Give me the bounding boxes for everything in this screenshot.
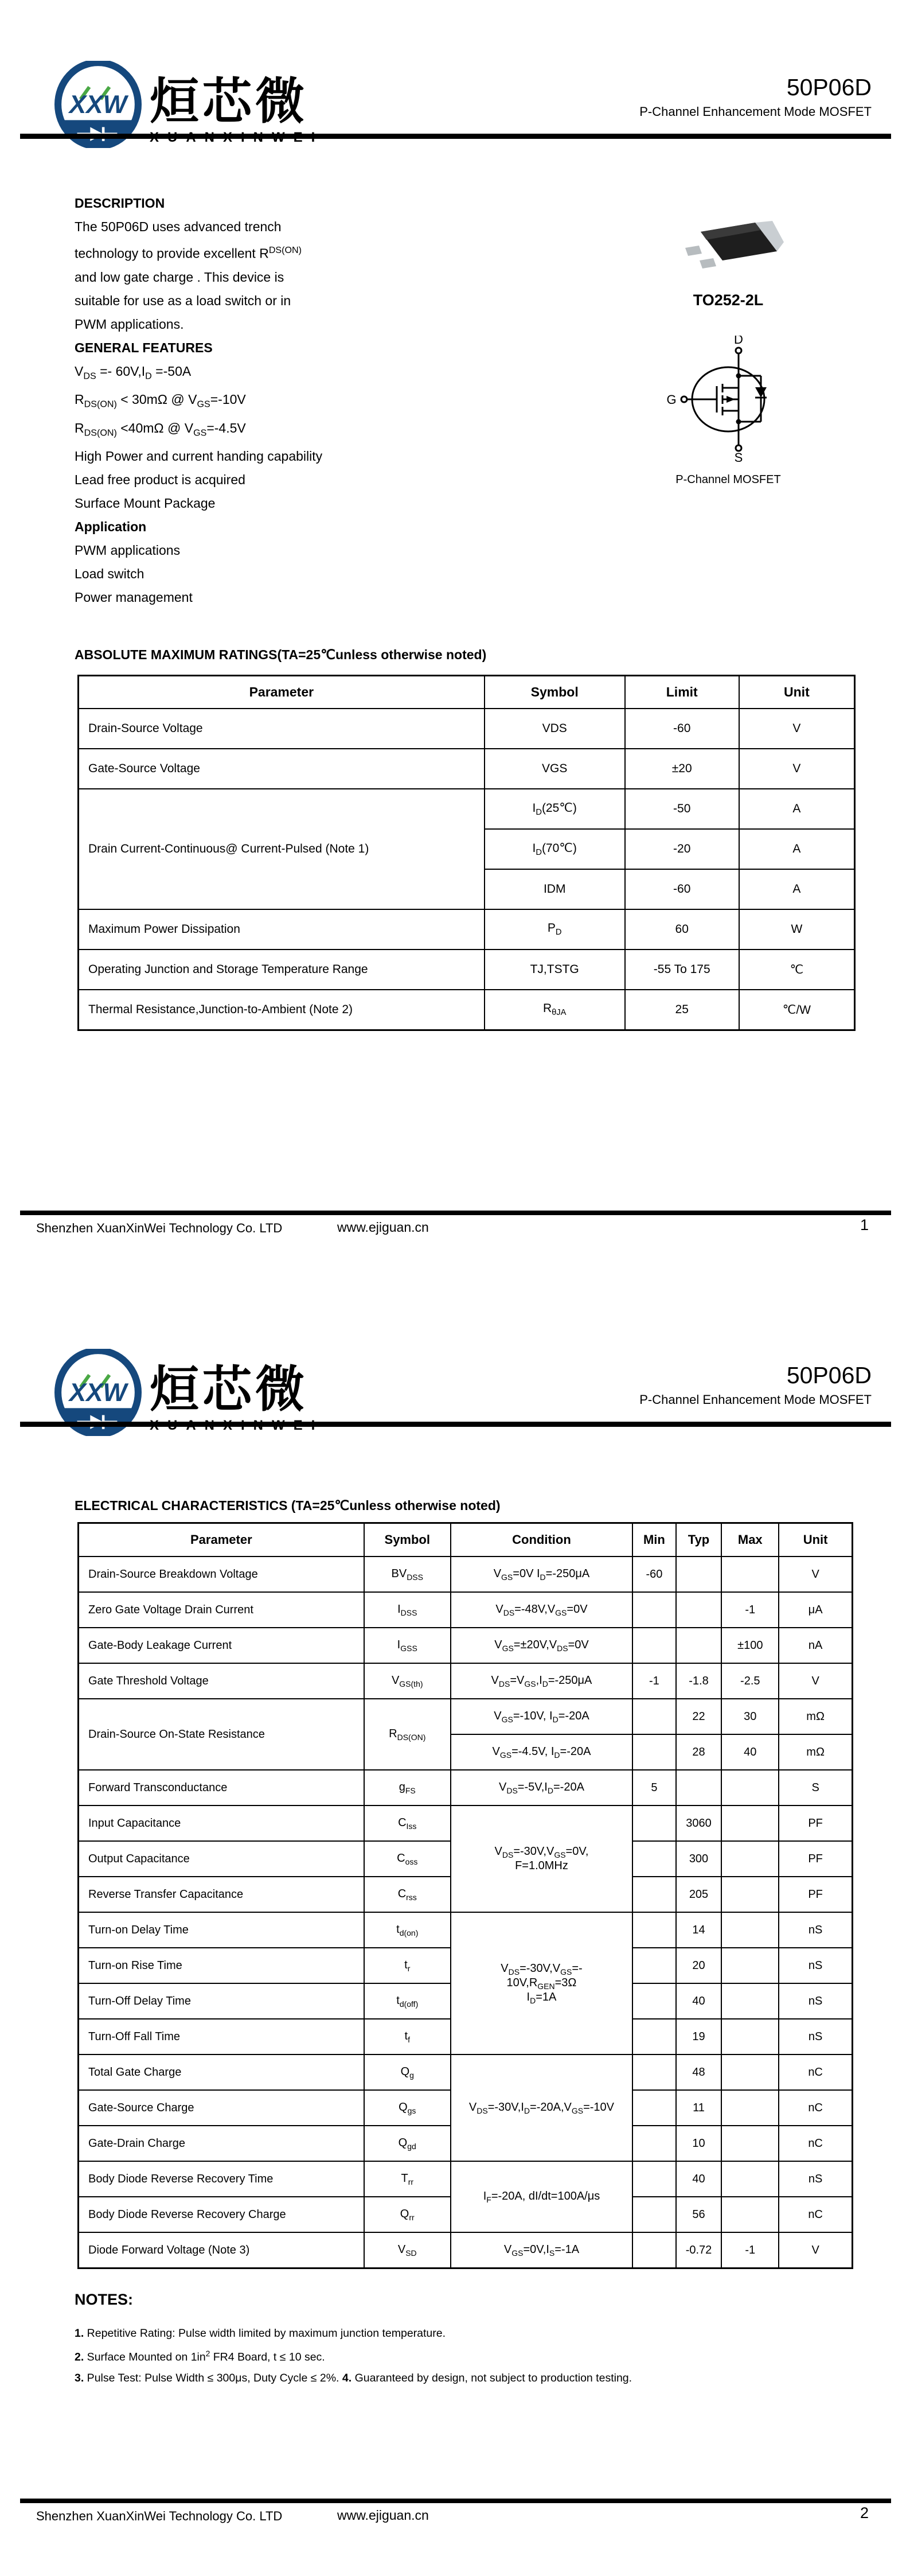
table-cell: [721, 2054, 779, 2090]
table-cell: [721, 1877, 779, 1912]
table-row: [79, 990, 855, 1030]
table-cell: $T_{rr}$: [364, 2161, 451, 2197]
table-cell: [721, 1948, 779, 1983]
table-cell: Body Diode Reverse Recovery Charge: [79, 2197, 364, 2232]
feature-line: $R_{DS(ON)} < 30m\Omega$ @ $V_{GS}=-10V$: [75, 392, 246, 410]
table-cell: [632, 1805, 676, 1841]
description-column: [75, 192, 430, 609]
table-cell: [721, 2019, 779, 2054]
table-cell: $V_{DS}=-30V,V_{GS}=0V$, F=1.0MHz: [451, 1805, 632, 1912]
table-cell: Thermal Resistance,Junction-to-Ambient (Note 2): [79, 990, 485, 1030]
table-cell: Drain-Source Voltage: [79, 709, 485, 749]
table-cell: [721, 1912, 779, 1948]
page-number: 1: [860, 1216, 869, 1233]
electrical-characteristics-table: [77, 1522, 853, 2269]
table-cell: VGS: [485, 749, 625, 789]
description-line: and low gate charge . This device is: [75, 269, 284, 285]
table-cell: Maximum Power Dissipation: [79, 909, 485, 950]
table-cell: Drain Current-Continuous@ Current-Pulsed (Note 1): [79, 789, 485, 909]
part-subtitle: P-Channel Enhancement Mode MOSFET: [639, 1392, 872, 1407]
table-cell: $I_D(70℃)$: [485, 829, 625, 869]
table-cell: $R_{DS(ON)}$: [364, 1699, 451, 1770]
table-cell: [632, 2054, 676, 2090]
feature-line: High Power and current handing capability: [75, 449, 323, 464]
column-header: Unit: [779, 1523, 852, 1557]
table-cell: -1: [721, 1592, 779, 1628]
part-number: 50P06D: [786, 1362, 872, 1388]
table-cell: [632, 2161, 676, 2197]
table-cell: [632, 1734, 676, 1770]
table-cell: $Q_{gs}$: [364, 2090, 451, 2126]
part-number: 50P06D: [786, 74, 872, 100]
table-cell: 40: [676, 2161, 722, 2197]
product-title-block: [639, 75, 872, 120]
table-cell: [632, 2019, 676, 2054]
column-header: Parameter: [79, 676, 485, 709]
table-row: [79, 2232, 853, 2268]
table-row: [79, 1628, 853, 1663]
table-cell: Gate-Source Voltage: [79, 749, 485, 789]
features-heading: GENERAL FEATURES: [75, 340, 213, 355]
table-cell: Zero Gate Voltage Drain Current: [79, 1592, 364, 1628]
table-cell: V: [739, 749, 855, 789]
package-lead: [685, 246, 702, 256]
note-line: 2. Surface Mounted on $1in^2$ FR4 Board, t ≤ 10 sec.: [75, 2349, 325, 2364]
table-cell: nS: [779, 2161, 852, 2197]
table-cell: nC: [779, 2090, 852, 2126]
footer-website: www.ejiguan.cn: [337, 1220, 429, 1235]
feature-line: $V_{DS} =- 60V,I_D =-50A$: [75, 363, 192, 382]
table-cell: Gate Threshold Voltage: [79, 1663, 364, 1699]
table-cell: Gate-Source Charge: [79, 2090, 364, 2126]
table-cell: [676, 1770, 722, 1805]
table-cell: nS: [779, 1912, 852, 1948]
table-cell: 28: [676, 1734, 722, 1770]
table-cell: Gate-Body Leakage Current: [79, 1628, 364, 1663]
table-cell: 40: [676, 1983, 722, 2019]
table-cell: nA: [779, 1628, 852, 1663]
table-cell: $P_D$: [485, 909, 625, 950]
mosfet-symbol: [662, 336, 794, 463]
table-cell: [721, 1805, 779, 1841]
table-cell: $R_{\theta JA}$: [485, 990, 625, 1030]
table-cell: $V_{DS}=-30V,I_D=-20A,V_{GS}=-10V$: [451, 2054, 632, 2161]
table-cell: $V_{GS}=0V$ $I_D=-250\mu A$: [451, 1557, 632, 1592]
footer-company: Shenzhen XuanXinWei Technology Co. LTD: [36, 2509, 283, 2523]
table-cell: $Q_{gd}$: [364, 2126, 451, 2161]
application-line: Power management: [75, 590, 193, 605]
table-cell: Reverse Transfer Capacitance: [79, 1877, 364, 1912]
mosfet-arrow: [727, 396, 735, 403]
column-header: Condition: [451, 1523, 632, 1557]
table-cell: [632, 2126, 676, 2161]
note-line: 1. Repetitive Rating: Pulse width limited by maximum junction temperature.: [75, 2327, 446, 2340]
pin-label-gate: G: [666, 392, 677, 407]
table-cell: Gate-Drain Charge: [79, 2126, 364, 2161]
table-cell: [721, 1983, 779, 2019]
table-row: [79, 2054, 853, 2090]
table-cell: $V_{DS}=-5V,I_D=-20A$: [451, 1770, 632, 1805]
table-cell: nC: [779, 2054, 852, 2090]
table-cell: 3060: [676, 1805, 722, 1841]
table-cell: [676, 1628, 722, 1663]
header-rule: [20, 1422, 891, 1427]
description-line: technology to provide excellent $R^{DS(ON)}$: [75, 245, 302, 261]
table-cell: $V_{GS}=-4.5V$, $I_D=-20A$: [451, 1734, 632, 1770]
table-cell: V: [779, 2232, 852, 2268]
table-cell: 5: [632, 1770, 676, 1805]
logo-monogram: XXW: [69, 1379, 127, 1407]
table-cell: -60: [625, 869, 739, 909]
table-cell: A: [739, 829, 855, 869]
description-heading: DESCRIPTION: [75, 196, 165, 211]
table-cell: 30: [721, 1699, 779, 1734]
table-header-row: [79, 676, 855, 709]
pin-label-source: S: [734, 450, 743, 463]
table-row: [79, 1663, 853, 1699]
table-cell: [632, 1948, 676, 1983]
company-name-cn: 烜芯微: [150, 73, 308, 130]
table-cell: 22: [676, 1699, 722, 1734]
logo-text: [150, 1349, 323, 1434]
footer-company: Shenzhen XuanXinWei Technology Co. LTD: [36, 1221, 283, 1235]
pin-label-drain: D: [734, 336, 743, 347]
table-cell: PF: [779, 1877, 852, 1912]
table-cell: -55 To 175: [625, 950, 739, 990]
table-cell: [632, 1628, 676, 1663]
table-header-row: [79, 1523, 853, 1557]
application-heading: Application: [75, 519, 147, 535]
table-cell: mΩ: [779, 1699, 852, 1734]
table-cell: $V_{GS}=\pm 20V,V_{DS}=0V$: [451, 1628, 632, 1663]
table-cell: TJ,TSTG: [485, 950, 625, 990]
feature-line: Lead free product is acquired: [75, 472, 245, 488]
table-cell: [632, 2197, 676, 2232]
table-row: [79, 789, 855, 829]
column-header: Min: [632, 1523, 676, 1557]
table-cell: [676, 1592, 722, 1628]
package-lead: [700, 258, 716, 269]
column-header: Limit: [625, 676, 739, 709]
table-cell: ±20: [625, 749, 739, 789]
column-header: Symbol: [364, 1523, 451, 1557]
table-cell: nS: [779, 1948, 852, 1983]
footer-rule: [20, 1211, 891, 1215]
table-cell: [632, 2090, 676, 2126]
part-subtitle: P-Channel Enhancement Mode MOSFET: [639, 104, 872, 119]
column-header: Max: [721, 1523, 779, 1557]
table-row: [79, 1805, 853, 1841]
table-cell: [632, 1912, 676, 1948]
table-row: [79, 1592, 853, 1628]
table-cell: $V_{GS}=-10V$, $I_D=-20A$: [451, 1699, 632, 1734]
package-photo: [668, 218, 788, 281]
logo-monogram: XXW: [69, 91, 127, 119]
application-line: Load switch: [75, 566, 144, 582]
table-cell: Body Diode Reverse Recovery Time: [79, 2161, 364, 2197]
notes-list: [75, 2323, 820, 2388]
company-name-cn: 烜芯微: [150, 1361, 308, 1418]
description-line: suitable for use as a load switch or in: [75, 293, 291, 308]
column-header: Typ: [676, 1523, 722, 1557]
table-cell: $g_{FS}$: [364, 1770, 451, 1805]
table-cell: -0.72: [676, 2232, 722, 2268]
table-cell: Turn-on Rise Time: [79, 1948, 364, 1983]
table-row: [79, 749, 855, 789]
table-cell: -1: [632, 1663, 676, 1699]
table-cell: Diode Forward Voltage (Note 3): [79, 2232, 364, 2268]
table-cell: $C_{Iss}$: [364, 1805, 451, 1841]
table-cell: 19: [676, 2019, 722, 2054]
table-row: [79, 1557, 853, 1592]
table-cell: Output Capacitance: [79, 1841, 364, 1877]
description-line: PWM applications.: [75, 316, 184, 332]
figure-column: [596, 218, 860, 487]
table-cell: 60: [625, 909, 739, 950]
table-cell: nS: [779, 2019, 852, 2054]
table-row: [79, 950, 855, 990]
table-cell: W: [739, 909, 855, 950]
table-cell: $I_D(25℃)$: [485, 789, 625, 829]
table-cell: [632, 1841, 676, 1877]
table-cell: [632, 1983, 676, 2019]
table-row: [79, 2161, 853, 2197]
table-cell: $Q_g$: [364, 2054, 451, 2090]
table-row: [79, 909, 855, 950]
table-cell: A: [739, 789, 855, 829]
column-header: Symbol: [485, 676, 625, 709]
table-cell: 56: [676, 2197, 722, 2232]
table-cell: $V_{DS}=-48V,V_{GS}=0V$: [451, 1592, 632, 1628]
table-cell: V: [779, 1663, 852, 1699]
abs-max-ratings-title: ABSOLUTE MAXIMUM RATINGS(TA=25℃unless otherwise noted): [75, 647, 487, 662]
description-line: The 50P06D uses advanced trench: [75, 219, 282, 234]
table-cell: 14: [676, 1912, 722, 1948]
table-cell: 11: [676, 2090, 722, 2126]
table-cell: -50: [625, 789, 739, 829]
table-cell: $C_{rss}$: [364, 1877, 451, 1912]
table-cell: ℃: [739, 950, 855, 990]
table-cell: Turn-Off Fall Time: [79, 2019, 364, 2054]
table-cell: nS: [779, 1983, 852, 2019]
table-cell: 205: [676, 1877, 722, 1912]
table-cell: -60: [625, 709, 739, 749]
symbol-caption: P-Channel MOSFET: [675, 473, 781, 486]
table-cell: mΩ: [779, 1734, 852, 1770]
table-cell: [721, 1841, 779, 1877]
table-cell: $t_r$: [364, 1948, 451, 1983]
table-cell: [632, 1592, 676, 1628]
table-cell: -60: [632, 1557, 676, 1592]
table-cell: 25: [625, 990, 739, 1030]
product-title-block: [639, 1363, 872, 1408]
table-cell: Turn-Off Delay Time: [79, 1983, 364, 2019]
table-row: [79, 1770, 853, 1805]
table-cell: -1.8: [676, 1663, 722, 1699]
table-row: [79, 1912, 853, 1948]
table-cell: $BV_{DSS}$: [364, 1557, 451, 1592]
table-cell: PF: [779, 1805, 852, 1841]
table-cell: Drain-Source Breakdown Voltage: [79, 1557, 364, 1592]
column-header: Parameter: [79, 1523, 364, 1557]
notes-heading: NOTES:: [75, 2291, 134, 2308]
note-line: 3. Pulse Test: Pulse Width ≤ 300μs, Duty Cycle ≤ 2%. 4. Guaranteed by design, not subject to production testing.: [75, 2371, 632, 2384]
table-cell: $V_{GS}=0V,I_S=-1A$: [451, 2232, 632, 2268]
table-cell: $t_{d(on)}$: [364, 1912, 451, 1948]
table-cell: -20: [625, 829, 739, 869]
table-cell: [632, 2232, 676, 2268]
table-cell: [676, 1557, 722, 1592]
table-cell: $I_{DSS}$: [364, 1592, 451, 1628]
table-cell: [632, 1877, 676, 1912]
table-cell: [721, 2197, 779, 2232]
feature-lines: [75, 360, 430, 516]
application-line: PWM applications: [75, 543, 181, 558]
table-cell: [721, 2126, 779, 2161]
table-cell: PF: [779, 1841, 852, 1877]
abs-max-ratings-table: [77, 675, 856, 1031]
table-cell: Turn-on Delay Time: [79, 1912, 364, 1948]
table-cell: 300: [676, 1841, 722, 1877]
table-cell: $V_{DS}=V_{GS},I_D=-250\mu A$: [451, 1663, 632, 1699]
table-cell: $t_{d(off)}$: [364, 1983, 451, 2019]
table-cell: A: [739, 869, 855, 909]
feature-line: Surface Mount Package: [75, 496, 216, 511]
footer-rule: [20, 2499, 891, 2503]
table-cell: Input Capacitance: [79, 1805, 364, 1841]
table-row: [79, 1699, 853, 1734]
table-cell: V: [739, 709, 855, 749]
package-label: TO252-2L: [693, 291, 764, 309]
table-cell: ℃/W: [739, 990, 855, 1030]
table-row: [79, 709, 855, 749]
table-cell: -2.5: [721, 1663, 779, 1699]
table-cell: [721, 1770, 779, 1805]
feature-line: $R_{DS(ON)} <40m\Omega$ @ $V_{GS}=-4.5V$: [75, 420, 246, 438]
datasheet-page-2: [0, 1288, 910, 2576]
table-cell: VDS: [485, 709, 625, 749]
table-cell: Forward Transconductance: [79, 1770, 364, 1805]
table-cell: nC: [779, 2197, 852, 2232]
table-cell: V: [779, 1557, 852, 1592]
header-rule: [20, 134, 891, 139]
table-cell: ±100: [721, 1628, 779, 1663]
table-cell: 48: [676, 2054, 722, 2090]
table-cell: Drain-Source On-State Resistance: [79, 1699, 364, 1770]
table-cell: $I_{GSS}$: [364, 1628, 451, 1663]
table-cell: $V_{GS(th)}$: [364, 1663, 451, 1699]
table-cell: [721, 2161, 779, 2197]
table-cell: $V_{SD}$: [364, 2232, 451, 2268]
page-number: 2: [860, 2504, 869, 2521]
table-cell: S: [779, 1770, 852, 1805]
table-cell: Total Gate Charge: [79, 2054, 364, 2090]
table-cell: Operating Junction and Storage Temperature Range: [79, 950, 485, 990]
table-cell: [632, 1699, 676, 1734]
table-cell: μA: [779, 1592, 852, 1628]
table-cell: 40: [721, 1734, 779, 1770]
logo-text: [150, 61, 323, 146]
electrical-characteristics-title: ELECTRICAL CHARACTERISTICS (TA=25℃unless otherwise noted): [75, 1498, 501, 1513]
description-lines: [75, 215, 430, 336]
table-cell: [721, 2090, 779, 2126]
table-cell: $C_{oss}$: [364, 1841, 451, 1877]
table-cell: $V_{DS}=-30V,V_{GS}=-$ $10V,R_{GEN}=3\Omega$ $I_D=1A$: [451, 1912, 632, 2054]
table-cell: $t_f$: [364, 2019, 451, 2054]
table-cell: $I_F=-20A$, dI/dt=100A/μs: [451, 2161, 632, 2232]
table-cell: -1: [721, 2232, 779, 2268]
column-header: Unit: [739, 676, 855, 709]
footer-website: www.ejiguan.cn: [337, 2508, 429, 2523]
table-cell: nC: [779, 2126, 852, 2161]
table-cell: 10: [676, 2126, 722, 2161]
table-cell: [721, 1557, 779, 1592]
table-cell: IDM: [485, 869, 625, 909]
application-lines: [75, 539, 430, 609]
table-cell: 20: [676, 1948, 722, 1983]
table-cell: $Q_{rr}$: [364, 2197, 451, 2232]
